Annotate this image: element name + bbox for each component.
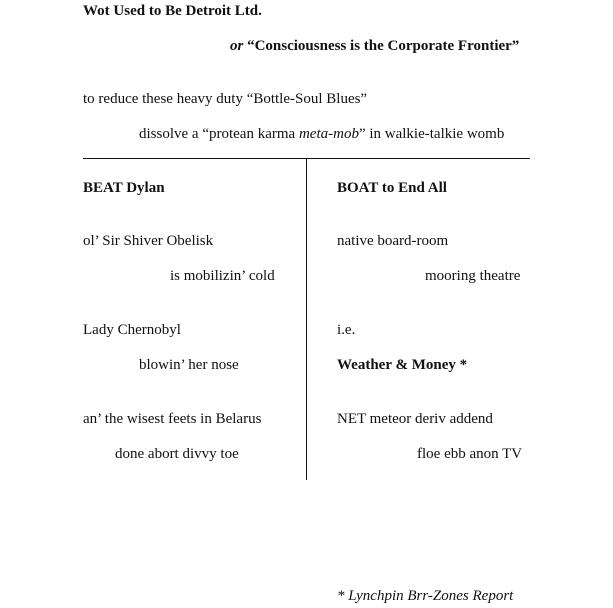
right-stanza-3-line-1: NET meteor deriv addend [337, 411, 493, 427]
footnote: * Lynchpin Brr-Zones Report [337, 588, 514, 604]
page-subtitle [230, 37, 519, 55]
intro-line-2-emphasis: meta-mob [298, 126, 359, 142]
left-stanza-3-line-1: an’ the wisest feets in Belarus [83, 411, 262, 427]
intro-line-2-before: dissolve a “protean karma [139, 126, 299, 142]
left-stanza-2-line-2: blowin’ her nose [139, 357, 239, 373]
intro-line-2 [139, 125, 504, 143]
subtitle-prefix: or [230, 38, 244, 54]
page-title: Wot Used to Be Detroit Ltd. [83, 3, 262, 19]
left-stanza-1-line-2: is mobilizin’ cold [170, 268, 275, 284]
vertical-divider [306, 158, 307, 480]
right-stanza-3-line-2: floe ebb anon TV [417, 446, 523, 462]
subtitle-text: “Consciousness is the Corporate Frontier” [247, 38, 520, 54]
intro-line-2-after: ” in walkie-talkie womb [358, 126, 505, 142]
right-stanza-1-line-1: native board-room [337, 233, 449, 249]
left-column-heading: BEAT Dylan [83, 180, 165, 196]
left-stanza-1-line-1: ol’ Sir Shiver Obelisk [83, 233, 214, 249]
right-stanza-2-line-1: i.e. [337, 322, 356, 338]
left-stanza-2-line-1: Lady Chernobyl [83, 322, 181, 338]
right-stanza-1-line-2: mooring theatre [425, 268, 521, 284]
right-stanza-2-line-2: Weather & Money * [337, 357, 468, 373]
intro-line-1: to reduce these heavy duty “Bottle-Soul Blues” [83, 91, 368, 107]
right-column-heading: BOAT to End All [337, 180, 447, 196]
left-stanza-3-line-2: done abort divvy toe [115, 446, 239, 462]
